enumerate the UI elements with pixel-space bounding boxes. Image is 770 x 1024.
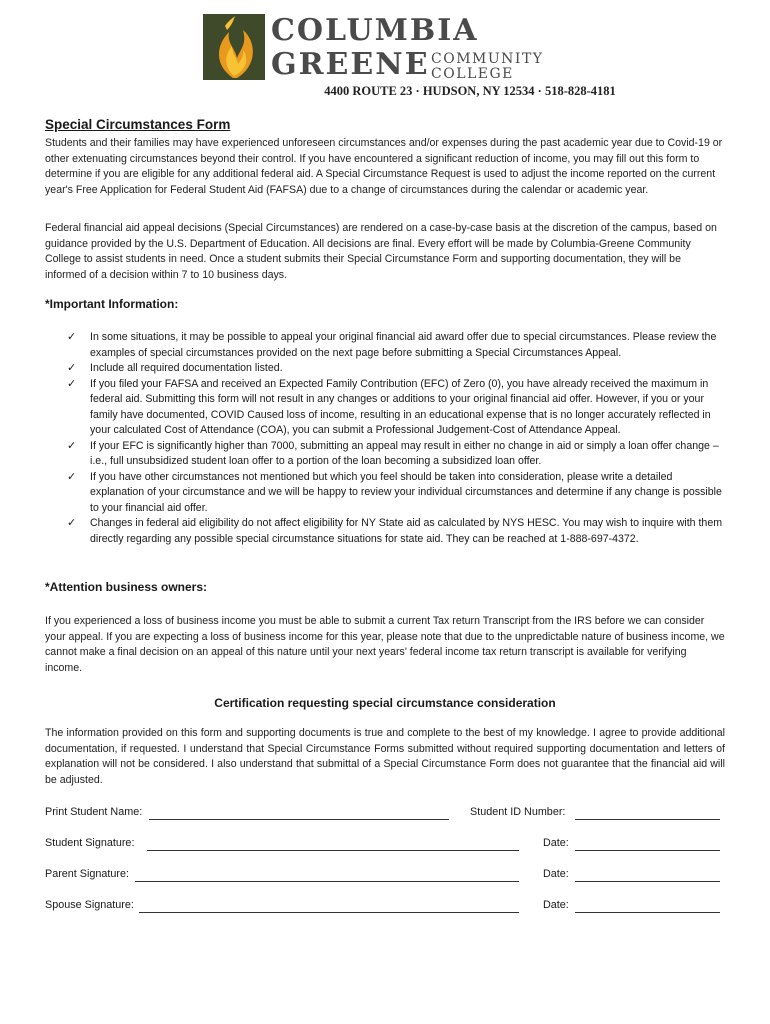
- parent-signature-label: Parent Signature:: [45, 868, 130, 880]
- date-label: Date:: [543, 868, 569, 880]
- important-list: [45, 330, 725, 547]
- spouse-signature-row: [45, 899, 725, 917]
- student-id-field[interactable]: [575, 819, 720, 820]
- address-text: 4400 ROUTE 23 · HUDSON, NY 12534 · 518-828-4181: [324, 84, 616, 98]
- student-signature-row: [45, 837, 725, 855]
- list-item: ✓ If you filed your FAFSA and received an Expected Family Contribution (EFC) of Zero (0), you have already received the maximum in federal aid. Submitting this form will not result in any changes or additions to your original financial aid offer. However, if you or your family have documented, COVID Caused loss of income, resulting in an educational expense that is no longer accurately reflected in your calculated Cost of Attendance (COA), you can submit a Professional Judgement-Cost of Attendance Appeal.: [67, 377, 711, 436]
- intro-paragraph-1: Students and their families may have experienced unforeseen circumstances and/or expenses during the past academic year due to Covid-19 or other extenuating circumstances beyond their control. If you have encountered a significant reduction of income, you may fill out this form to determine if you are eligible for any additional federal aid. A Special Circumstance Request is used to adjust the income reported on the current year's Free Application for Federal Student Aid (FAFSA) due to a change of circumstances during the calendar or academic year.: [45, 137, 723, 196]
- date-label: Date:: [543, 899, 569, 911]
- college-logo: [203, 14, 543, 84]
- list-item: ✓ In some situations, it may be possible to appeal your original financial aid award offer due to special circumstances. Please review the examples of special circumstances provided on the next page before submitting a Special Circumstances Appeal.: [67, 331, 717, 359]
- intro-paragraph-2: Federal financial aid appeal decisions (Special Circumstances) are rendered on a case-by-case basis at the discretion of the campus, based on guidance provided by the U.S. Department of Education. All decisions are final. Every effort will be made by Columbia-Greene Community College to assist students in need. Once a student submits their Special Circumstance Form and supporting documentation, they will be informed of a decision within 7 to 10 business days.: [45, 222, 717, 281]
- attention-paragraph: If you experienced a loss of business income you must be able to submit a current Tax return Transcript from the IRS before we can consider your appeal. If you are expecting a loss of business income for this year, please note that due to the unpredictable nature of business income, we cannot make a final decision on an appeal of this nature until your next years' federal income tax return transcript is available for verifying income.: [45, 615, 725, 674]
- form-title: Special Circumstances Form: [45, 117, 231, 132]
- parent-date-field[interactable]: [575, 881, 720, 882]
- check-mark-icon: ✓: [67, 362, 77, 374]
- student-signature-label: Student Signature:: [45, 837, 135, 849]
- spouse-signature-label: Spouse Signature:: [45, 899, 134, 911]
- spouse-signature-field[interactable]: [139, 912, 519, 913]
- print-name-field[interactable]: [149, 819, 449, 820]
- spouse-date-field[interactable]: [575, 912, 720, 913]
- certification-heading: Certification requesting special circumstance consideration: [214, 696, 556, 710]
- list-item: ✓ If you have other circumstances not mentioned but which you feel should be taken into consideration, please write a detailed explanation of your circumstance and we will be happy to review your individual circumstances and determine if any change is possible to your financial aid offer.: [67, 470, 722, 514]
- check-mark-icon: ✓: [67, 470, 77, 483]
- student-id-label: Student ID Number:: [470, 806, 566, 818]
- check-mark-icon: ✓: [67, 377, 77, 390]
- check-mark-icon: ✓: [67, 517, 77, 529]
- check-mark-icon: ✓: [67, 439, 77, 452]
- parent-signature-row: [45, 868, 725, 886]
- list-item: ✓ Changes in federal aid eligibility do not affect eligibility for NY State aid as calculated by NYS HESC. You may wish to inquire with them directly regarding any possible special circumstance situations for state aid. They can be reached at 1-888-697-4372.: [67, 517, 723, 545]
- print-name-label: Print Student Name:: [45, 806, 143, 818]
- print-name-row: [45, 806, 725, 824]
- parent-signature-field[interactable]: [135, 881, 519, 882]
- date-label: Date:: [543, 837, 569, 849]
- certification-paragraph: The information provided on this form and supporting documents is true and complete to the best of my knowledge. I agree to provide additional documentation, if requested. I understand that Special Circumstance Forms submitted without required supporting documentation and letters of explanation will not be considered. I also understand that submittal of a Special Circumstance Form does not guarantee that the financial aid will be adjusted.: [45, 727, 725, 786]
- flame-logo-icon: [203, 14, 265, 80]
- logo-text-college: COLLEGE: [431, 66, 514, 82]
- important-heading: *Important Information:: [45, 297, 179, 311]
- student-date-field[interactable]: [575, 850, 720, 851]
- student-signature-field[interactable]: [147, 850, 519, 851]
- check-mark-icon: ✓: [67, 331, 77, 343]
- college-address: [0, 84, 770, 99]
- logo-text-greene: GREENE: [271, 47, 430, 82]
- logo-text-columbia: COLUMBIA: [271, 13, 479, 48]
- list-item: ✓ Include all required documentation listed.: [45, 361, 725, 377]
- logo-text-community: COMMUNITY: [431, 51, 544, 67]
- attention-heading: *Attention business owners:: [45, 580, 208, 594]
- list-item: ✓ If your EFC is significantly higher than 7000, submitting an appeal may result in either no change in aid or simply a loan offer change – i.e., full unsubsidized student loan offer to a portion of the loan becoming a subsidized loan offer.: [67, 439, 719, 467]
